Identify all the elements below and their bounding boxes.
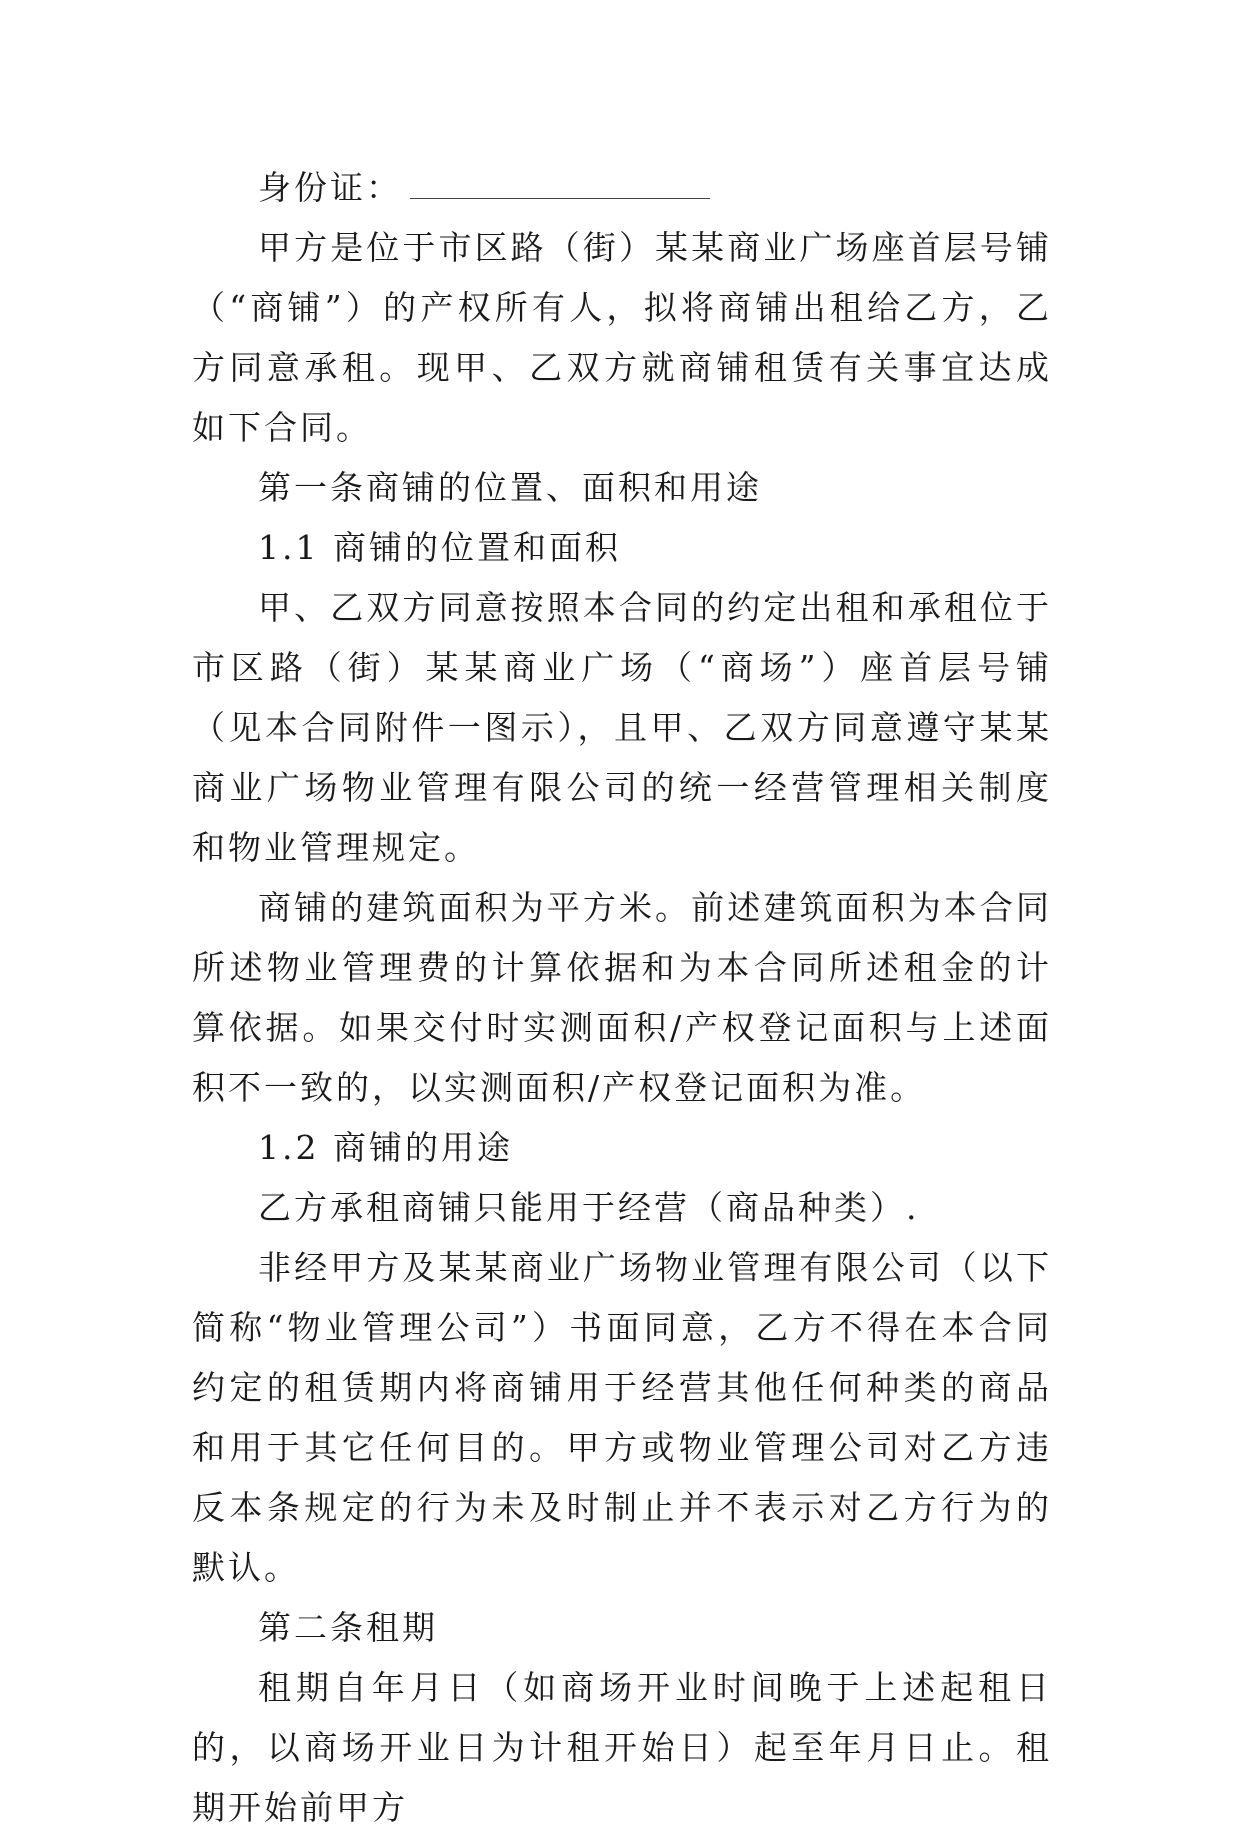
paragraph-usage: 乙方承租商铺只能用于经营（商品种类）.: [258, 1188, 920, 1227]
article-2-heading: 第二条租期: [258, 1608, 438, 1647]
paragraph-area: 商铺的建筑面积为平方米。前述建筑面积为本合同所述物业管理费的计算依据和为本合同所述租金的计算依据。如果交付时实测面积/产权登记面积与上述面积不一致的，以实测面积/产权登记面积为准。: [192, 888, 1052, 1107]
section-1-2-heading: 1.2 商铺的用途: [258, 1128, 513, 1167]
article-1-heading: 第一条商铺的位置、面积和用途: [258, 468, 762, 507]
id-card-line: [192, 158, 1052, 218]
id-card-blank-field[interactable]: [410, 160, 710, 199]
document-body: [192, 158, 1052, 1838]
paragraph-intro: 甲方是位于市区路（街）某某商业广场座首层号铺（“商铺”）的产权所有人，拟将商铺出租给乙方，乙方同意承租。现甲、乙双方就商铺租赁有关事宜达成如下合同。: [192, 228, 1052, 447]
paragraph-lease-term: 租期自年月日（如商场开业时间晚于上述起租日的，以商场开业日为计租开始日）起至年月日止。租期开始前甲方: [192, 1668, 1052, 1827]
section-1-1-heading: 1.1 商铺的位置和面积: [258, 528, 621, 567]
id-card-label: 身份证：: [258, 168, 402, 207]
paragraph-location: 甲、乙双方同意按照本合同的约定出租和承租位于市区路（街）某某商业广场（“商场”）座首层号铺（见本合同附件一图示），且甲、乙双方同意遵守某某商业广场物业管理有限公司的统一经营管理相关制度和物业管理规定。: [192, 588, 1052, 867]
paragraph-usage-restriction: 非经甲方及某某商业广场物业管理有限公司（以下简称“物业管理公司”）书面同意，乙方不得在本合同约定的租赁期内将商铺用于经营其他任何种类的商品和用于其它任何目的。甲方或物业管理公司对乙方违反本条规定的行为未及时制止并不表示对乙方行为的默认。: [192, 1248, 1052, 1587]
